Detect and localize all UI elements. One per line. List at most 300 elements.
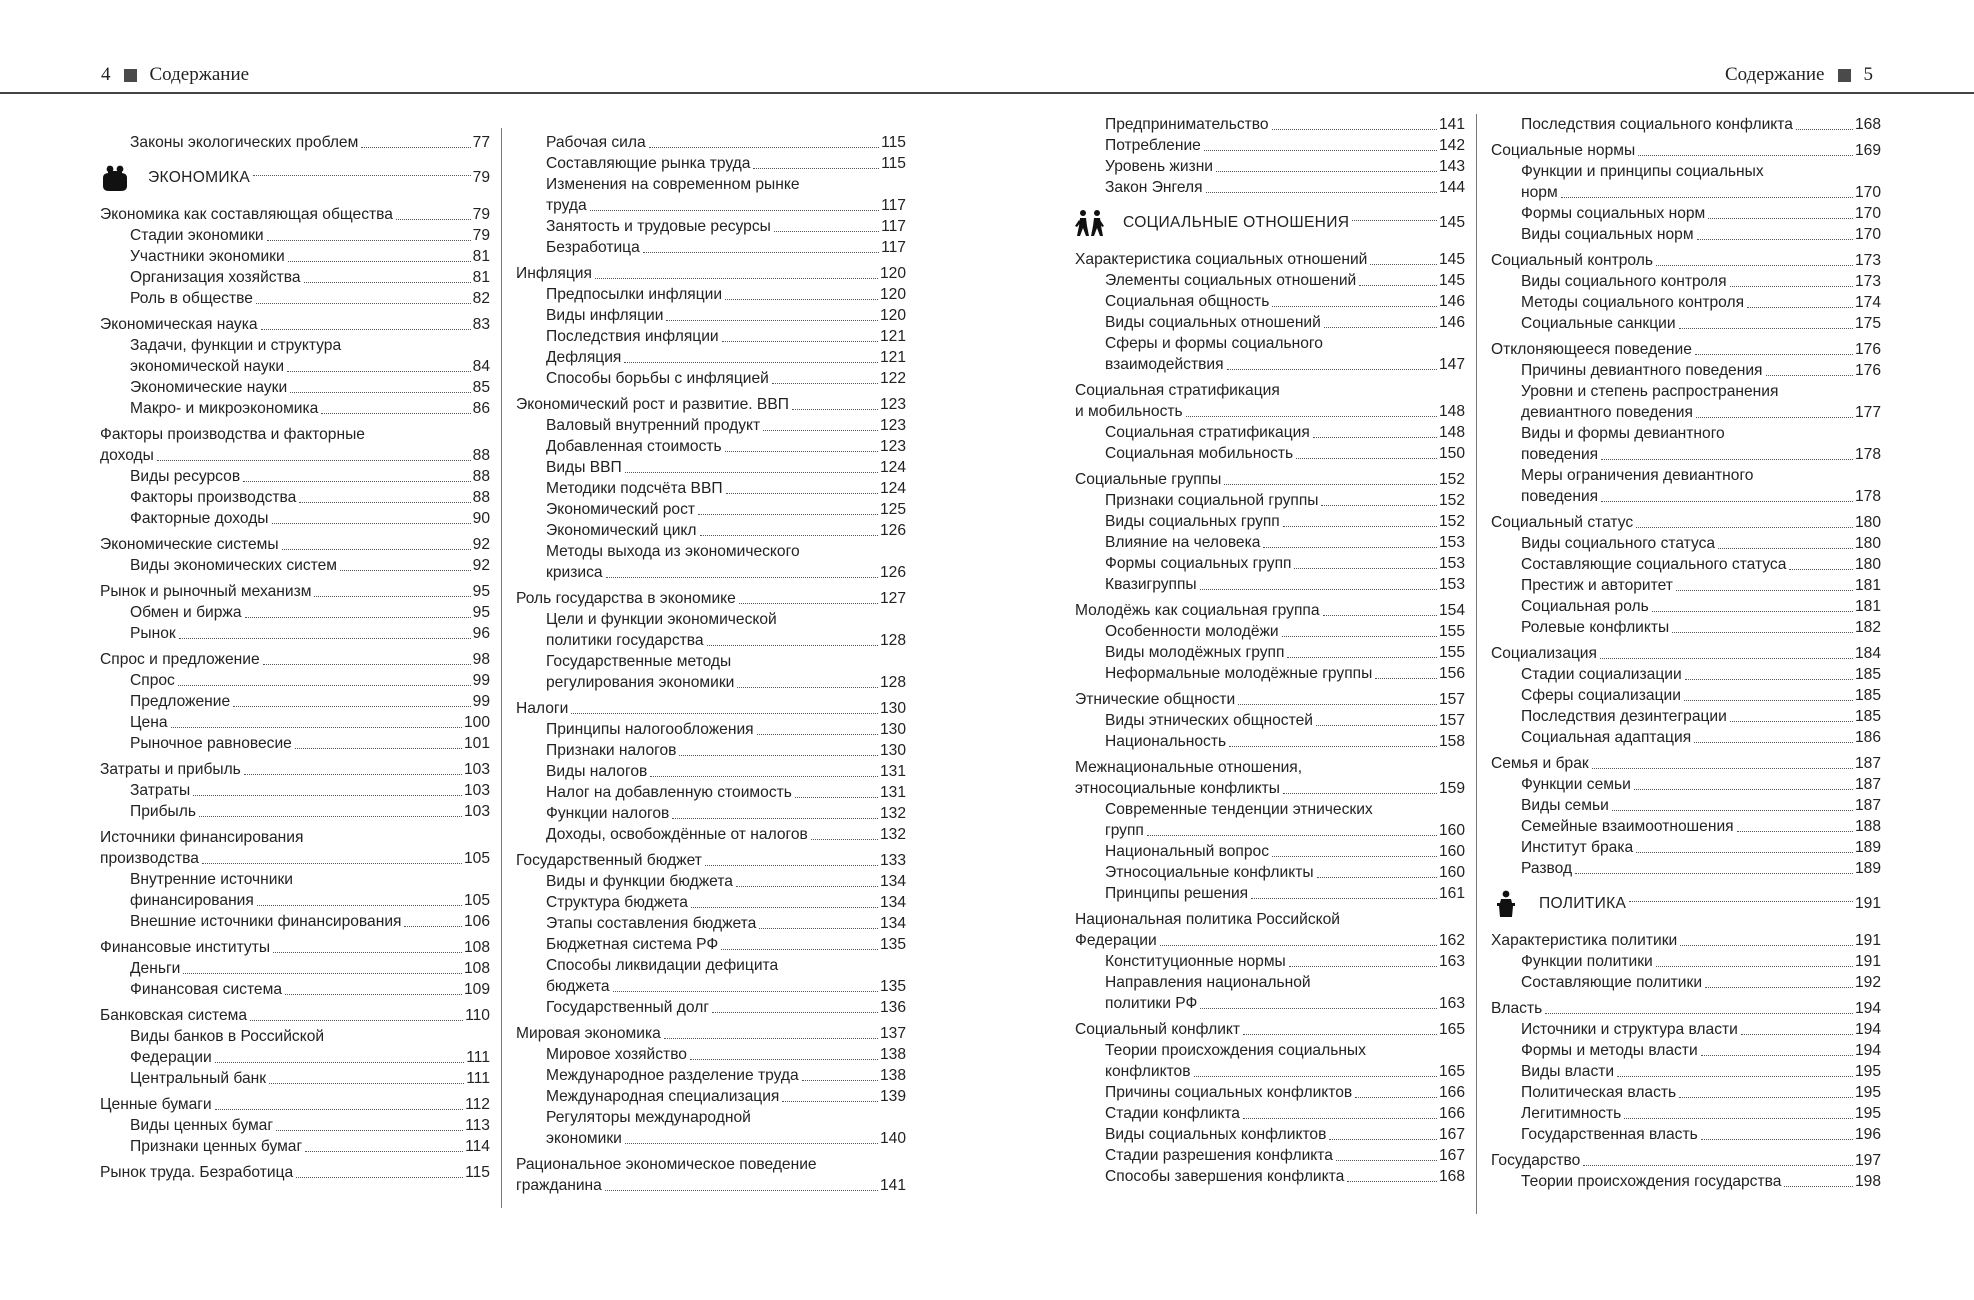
entry-line (1521, 1103, 1881, 1124)
toc-subentry[interactable] (516, 871, 906, 892)
page-number: 144 (1438, 179, 1465, 196)
entry-title: Факторные доходы (130, 510, 269, 527)
entry-title: Экономические науки (130, 379, 288, 396)
page-number: 165 (1438, 1021, 1465, 1038)
toc-subentry[interactable] (1491, 114, 1881, 135)
entry-title: Последствия дезинтеграции (1521, 708, 1727, 725)
section-heading[interactable] (100, 164, 490, 192)
dot-leader (1705, 987, 1853, 988)
toc-subentry[interactable] (100, 288, 490, 309)
toc-entry[interactable] (100, 534, 490, 555)
entry-line (1105, 993, 1465, 1014)
toc-subentry[interactable] (1491, 575, 1881, 596)
toc-subentry[interactable] (516, 237, 906, 258)
toc-entry[interactable] (100, 649, 490, 670)
page-number: 135 (879, 936, 906, 953)
entry-title: Социальный конфликт (1075, 1021, 1241, 1038)
dot-leader (267, 240, 471, 241)
dot-leader (691, 907, 878, 908)
toc-subentry[interactable] (1491, 727, 1881, 748)
entry-title: групп (1105, 822, 1144, 839)
dot-leader (1200, 1008, 1437, 1009)
toc-subentry[interactable] (1075, 312, 1465, 333)
toc-subentry[interactable] (100, 1136, 490, 1157)
page-number: 81 (472, 269, 490, 286)
toc-entry[interactable] (100, 827, 490, 869)
toc-subentry[interactable] (1075, 883, 1465, 904)
toc-entry[interactable] (1075, 1019, 1465, 1040)
toc-subentry[interactable] (100, 911, 490, 932)
toc-subentry[interactable] (516, 284, 906, 305)
toc-subentry[interactable] (1075, 621, 1465, 642)
page-number: 112 (465, 1096, 490, 1113)
entry-line (130, 602, 490, 623)
toc-subentry[interactable] (516, 1086, 906, 1107)
entry-line (546, 782, 906, 803)
entry-title: Государственная власть (1521, 1126, 1698, 1143)
toc-subentry[interactable] (1491, 858, 1881, 879)
entry-line (1491, 930, 1881, 951)
toc-subentry[interactable] (1075, 177, 1465, 198)
toc-subentry[interactable] (516, 436, 906, 457)
entry-line (130, 1068, 490, 1089)
entry-title: Рыночное равновесие (130, 735, 292, 752)
toc-subentry[interactable] (1075, 1124, 1465, 1145)
entry-line (130, 487, 490, 508)
toc-subentry[interactable] (100, 691, 490, 712)
toc-subentry[interactable] (1491, 271, 1881, 292)
dot-leader (1600, 658, 1853, 659)
dot-leader (1684, 700, 1853, 701)
toc-entry[interactable] (1491, 643, 1881, 664)
entry-title: Престиж и авторитет (1521, 577, 1673, 594)
page-number: 111 (466, 1070, 490, 1087)
entry-line (546, 761, 906, 782)
entry-title: Причины социальных конфликтов (1105, 1084, 1353, 1101)
dot-leader (1592, 768, 1853, 769)
toc-entry[interactable] (1491, 250, 1881, 271)
toc-subentry[interactable] (100, 1115, 490, 1136)
entry-line (1521, 1061, 1881, 1082)
entry-line (130, 979, 490, 1000)
section-heading[interactable] (1491, 890, 1881, 918)
toc-subentry[interactable] (1491, 951, 1881, 972)
toc-subentry[interactable] (516, 651, 906, 693)
toc-entry[interactable] (516, 850, 906, 871)
toc-entry[interactable] (1491, 753, 1881, 774)
entry-title: Международная специализация (546, 1088, 780, 1105)
toc-subentry[interactable] (1491, 360, 1881, 381)
entry-line (130, 555, 490, 576)
toc-subentry[interactable] (100, 869, 490, 911)
toc-subentry[interactable] (1075, 422, 1465, 443)
page-number: 157 (1438, 712, 1465, 729)
toc-entry[interactable] (100, 1162, 490, 1183)
page-number: 121 (879, 328, 906, 345)
toc-entry[interactable] (100, 424, 490, 466)
entry-line (1075, 469, 1465, 490)
dot-leader (1294, 568, 1437, 569)
toc-subentry[interactable] (100, 1026, 490, 1068)
page-number: 189 (1854, 839, 1881, 856)
toc-subentry[interactable] (516, 132, 906, 153)
toc-subentry[interactable] (1075, 642, 1465, 663)
toc-subentry[interactable] (100, 487, 490, 508)
toc-subentry[interactable] (1075, 291, 1465, 312)
toc-subentry[interactable] (100, 733, 490, 754)
toc-entry[interactable] (1491, 930, 1881, 951)
toc-subentry[interactable] (100, 555, 490, 576)
toc-subentry[interactable] (100, 466, 490, 487)
toc-subentry[interactable] (1491, 423, 1881, 465)
entry-title: Экономический рост и развитие. ВВП (516, 396, 789, 413)
toc-subentry[interactable] (516, 541, 906, 583)
dot-leader (802, 1080, 878, 1081)
toc-entry[interactable] (1491, 1150, 1881, 1171)
dot-leader (179, 638, 471, 639)
toc-entry[interactable] (1075, 600, 1465, 621)
entry-line (130, 466, 490, 487)
entry-title: Особенности молодёжи (1105, 623, 1279, 640)
entry-title: конфликтов (1105, 1063, 1191, 1080)
page-number: 181 (1854, 598, 1881, 615)
toc-entry[interactable] (100, 937, 490, 958)
toc-subentry[interactable] (100, 958, 490, 979)
entry-line (100, 848, 490, 869)
toc-subentry[interactable] (1491, 972, 1881, 993)
toc-subentry[interactable] (1491, 313, 1881, 334)
entry-line (1105, 490, 1465, 511)
toc-subentry[interactable] (516, 913, 906, 934)
toc-subentry[interactable] (516, 761, 906, 782)
toc-subentry[interactable] (516, 478, 906, 499)
entry-line (1105, 553, 1465, 574)
toc-subentry[interactable] (100, 979, 490, 1000)
toc-subentry[interactable] (516, 457, 906, 478)
toc-subentry[interactable] (100, 225, 490, 246)
entry-title: взаимодействия (1105, 356, 1224, 373)
page-number: 166 (1438, 1105, 1465, 1122)
toc-subentry[interactable] (1491, 685, 1881, 706)
toc-entry[interactable] (100, 759, 490, 780)
toc-entry[interactable] (1491, 998, 1881, 1019)
toc-subentry[interactable] (1491, 1040, 1881, 1061)
toc-subentry[interactable] (516, 499, 906, 520)
entry-title: Финансовые институты (100, 939, 271, 956)
toc-subentry[interactable] (100, 712, 490, 733)
toc-subentry[interactable] (516, 1065, 906, 1086)
toc-subentry[interactable] (516, 368, 906, 389)
toc-entry[interactable] (516, 698, 906, 719)
toc-subentry[interactable] (1491, 161, 1881, 203)
dot-leader (1263, 547, 1437, 548)
toc-entry[interactable] (1075, 909, 1465, 951)
toc-subentry[interactable] (100, 132, 490, 153)
dot-leader (1685, 679, 1853, 680)
page-number: 86 (472, 400, 490, 417)
toc-subentry[interactable] (1491, 533, 1881, 554)
toc-subentry[interactable] (1491, 617, 1881, 638)
dot-leader (273, 952, 462, 953)
entry-title: доходы (100, 447, 154, 464)
toc-subentry[interactable] (516, 824, 906, 845)
toc-subentry[interactable] (516, 719, 906, 740)
toc-subentry[interactable] (1491, 706, 1881, 727)
entry-title: поведения (1521, 488, 1599, 505)
toc-subentry[interactable] (1075, 270, 1465, 291)
toc-subentry[interactable] (516, 609, 906, 651)
toc-subentry[interactable] (516, 216, 906, 237)
toc-subentry[interactable] (1491, 381, 1881, 423)
toc-subentry[interactable] (516, 997, 906, 1018)
toc-subentry[interactable] (1075, 951, 1465, 972)
toc-subentry[interactable] (100, 267, 490, 288)
dot-leader (263, 664, 471, 665)
dot-leader (590, 210, 879, 211)
toc-entry[interactable] (516, 263, 906, 284)
page-number: 180 (1854, 535, 1881, 552)
toc-subentry[interactable] (516, 955, 906, 997)
toc-subentry[interactable] (1075, 1082, 1465, 1103)
toc-subentry[interactable] (1491, 203, 1881, 224)
entry-line (1521, 1019, 1881, 1040)
entry-line (1521, 858, 1881, 879)
toc-entry[interactable] (100, 1094, 490, 1115)
entry-line (1521, 596, 1881, 617)
dot-leader (245, 617, 471, 618)
toc-subentry[interactable] (1075, 135, 1465, 156)
toc-subentry[interactable] (100, 780, 490, 801)
toc-subentry[interactable] (1075, 972, 1465, 1014)
toc-subentry[interactable] (1491, 774, 1881, 795)
entry-title: Занятость и трудовые ресурсы (546, 218, 771, 235)
toc-subentry[interactable] (100, 398, 490, 419)
right-page-number: 5 (1863, 64, 1873, 85)
entry-line (1491, 512, 1881, 533)
toc-subentry[interactable] (1491, 795, 1881, 816)
entry-title: Инфляция (516, 265, 592, 282)
page-number: 88 (472, 447, 490, 464)
dot-leader (772, 383, 878, 384)
entry-title: Виды ресурсов (130, 468, 241, 485)
toc-subentry[interactable] (1075, 114, 1465, 135)
section-heading[interactable] (1075, 209, 1465, 237)
dot-leader (1636, 527, 1853, 528)
dot-leader (1272, 129, 1437, 130)
toc-entry[interactable] (100, 1005, 490, 1026)
page-number: 168 (1438, 1168, 1465, 1185)
toc-subentry[interactable] (1075, 663, 1465, 684)
toc-subentry[interactable] (1491, 1019, 1881, 1040)
toc-subentry[interactable] (1491, 1171, 1881, 1192)
toc-subentry[interactable] (516, 740, 906, 761)
toc-subentry[interactable] (1075, 532, 1465, 553)
page-number: 192 (1854, 974, 1881, 991)
toc-subentry[interactable] (1491, 1103, 1881, 1124)
toc-subentry[interactable] (1491, 554, 1881, 575)
toc-entry[interactable] (100, 314, 490, 335)
toc-subentry[interactable] (1491, 224, 1881, 245)
entry-title: Элементы социальных отношений (1105, 272, 1357, 289)
toc-subentry[interactable] (1075, 156, 1465, 177)
entry-title: Государственный бюджет (516, 852, 702, 869)
dot-leader (811, 839, 878, 840)
toc-subentry[interactable] (1075, 799, 1465, 841)
entry-line (130, 267, 490, 288)
page-number: 134 (879, 873, 906, 890)
toc-entry[interactable] (516, 588, 906, 609)
page-number: 167 (1438, 1147, 1465, 1164)
toc-subentry[interactable] (1491, 596, 1881, 617)
toc-entry[interactable] (100, 204, 490, 225)
entry-line (546, 153, 906, 174)
toc-subentry[interactable] (1491, 465, 1881, 507)
toc-subentry[interactable] (100, 801, 490, 822)
toc-entry[interactable] (1491, 339, 1881, 360)
entry-title: Виды власти (1521, 1063, 1615, 1080)
page-number: 178 (1854, 446, 1881, 463)
entry-line (130, 246, 490, 267)
page-number: 180 (1854, 556, 1881, 573)
toc-subentry[interactable] (100, 246, 490, 267)
toc-entry[interactable] (1491, 140, 1881, 161)
entry-line (1521, 271, 1881, 292)
toc-subentry[interactable] (516, 305, 906, 326)
toc-subentry[interactable] (1491, 1124, 1881, 1145)
toc-subentry[interactable] (516, 892, 906, 913)
toc-subentry[interactable] (100, 508, 490, 529)
toc-subentry[interactable] (516, 803, 906, 824)
page-number: 181 (1854, 577, 1881, 594)
entry-title-line: Способы ликвидации дефицита (546, 957, 779, 974)
entry-line (100, 1094, 490, 1115)
toc-subentry[interactable] (1075, 1103, 1465, 1124)
toc-subentry[interactable] (516, 153, 906, 174)
entry-title: Деньги (130, 960, 181, 977)
page-number: 153 (1438, 555, 1465, 572)
toc-subentry[interactable] (100, 602, 490, 623)
toc-subentry[interactable] (1491, 1061, 1881, 1082)
toc-subentry[interactable] (516, 520, 906, 541)
toc-subentry[interactable] (1491, 816, 1881, 837)
entry-title: Финансовая система (130, 981, 283, 998)
toc-subentry[interactable] (1491, 664, 1881, 685)
page-number: 131 (879, 763, 906, 780)
entry-line (546, 803, 906, 824)
entry-line (546, 284, 906, 305)
entry-title: Функции семьи (1521, 776, 1631, 793)
entry-line (1105, 443, 1465, 464)
toc-subentry[interactable] (1075, 731, 1465, 752)
toc-subentry[interactable] (1075, 1166, 1465, 1187)
toc-subentry[interactable] (1491, 1082, 1881, 1103)
toc-subentry[interactable] (516, 347, 906, 368)
toc-subentry[interactable] (1075, 511, 1465, 532)
toc-subentry[interactable] (516, 326, 906, 347)
toc-subentry[interactable] (1491, 837, 1881, 858)
page-number: 136 (879, 999, 906, 1016)
toc-subentry[interactable] (1075, 443, 1465, 464)
toc-subentry[interactable] (100, 1068, 490, 1089)
toc-subentry[interactable] (100, 670, 490, 691)
toc-subentry[interactable] (100, 623, 490, 644)
toc-subentry[interactable] (516, 1044, 906, 1065)
entry-title: Стадии социализации (1521, 666, 1682, 683)
toc-subentry[interactable] (1075, 490, 1465, 511)
toc-entry[interactable] (516, 1154, 906, 1196)
toc-subentry[interactable] (516, 415, 906, 436)
entry-line (1105, 291, 1465, 312)
toc-subentry[interactable] (516, 174, 906, 216)
dot-leader (737, 687, 878, 688)
dot-leader (1697, 239, 1853, 240)
dot-leader (1583, 1165, 1853, 1166)
toc-subentry[interactable] (1075, 862, 1465, 883)
page-number: 120 (879, 286, 906, 303)
toc-subentry[interactable] (516, 1107, 906, 1149)
toc-entry[interactable] (1075, 757, 1465, 799)
dot-leader (1243, 1034, 1437, 1035)
toc-subentry[interactable] (516, 782, 906, 803)
toc-entry[interactable] (516, 394, 906, 415)
dot-leader (1282, 636, 1437, 637)
dot-leader (1324, 327, 1437, 328)
toc-subentry[interactable] (100, 335, 490, 377)
dot-leader (1283, 526, 1437, 527)
toc-entry[interactable] (1075, 469, 1465, 490)
page-number: 197 (1854, 1152, 1881, 1169)
toc-subentry[interactable] (1491, 292, 1881, 313)
page-number: 123 (879, 396, 906, 413)
toc-subentry[interactable] (1075, 553, 1465, 574)
toc-subentry[interactable] (1075, 333, 1465, 375)
page-number: 126 (879, 564, 906, 581)
toc-entry[interactable] (1075, 689, 1465, 710)
entry-line (1105, 710, 1465, 731)
entry-title: Предпосылки инфляции (546, 286, 723, 303)
toc-entry[interactable] (1075, 249, 1465, 270)
toc-subentry[interactable] (516, 934, 906, 955)
toc-subentry[interactable] (1075, 710, 1465, 731)
page-number: 176 (1854, 362, 1881, 379)
page-number: 142 (1438, 137, 1465, 154)
entry-line (1105, 642, 1465, 663)
entry-title-line: Сферы и формы социального (1105, 335, 1323, 352)
toc-subentry[interactable] (100, 377, 490, 398)
dot-leader (1336, 1160, 1437, 1161)
entry-line (546, 237, 906, 258)
entry-line (130, 958, 490, 979)
page-number: 88 (472, 489, 490, 506)
page-number: 160 (1438, 864, 1465, 881)
entry-title: Цена (130, 714, 168, 731)
toc-subentry[interactable] (1075, 574, 1465, 595)
page-number: 160 (1438, 843, 1465, 860)
dot-leader (690, 1059, 878, 1060)
toc-entry[interactable] (1075, 380, 1465, 422)
toc-subentry[interactable] (1075, 841, 1465, 862)
entry-line (546, 195, 906, 216)
toc-column-3 (1075, 114, 1465, 1187)
dot-leader (700, 535, 878, 536)
page-number: 117 (881, 239, 906, 256)
toc-entry[interactable] (100, 581, 490, 602)
toc-subentry[interactable] (1075, 1145, 1465, 1166)
toc-subentry[interactable] (1075, 1040, 1465, 1082)
dot-leader (1296, 458, 1437, 459)
toc-entry[interactable] (1491, 512, 1881, 533)
toc-entry[interactable] (516, 1023, 906, 1044)
